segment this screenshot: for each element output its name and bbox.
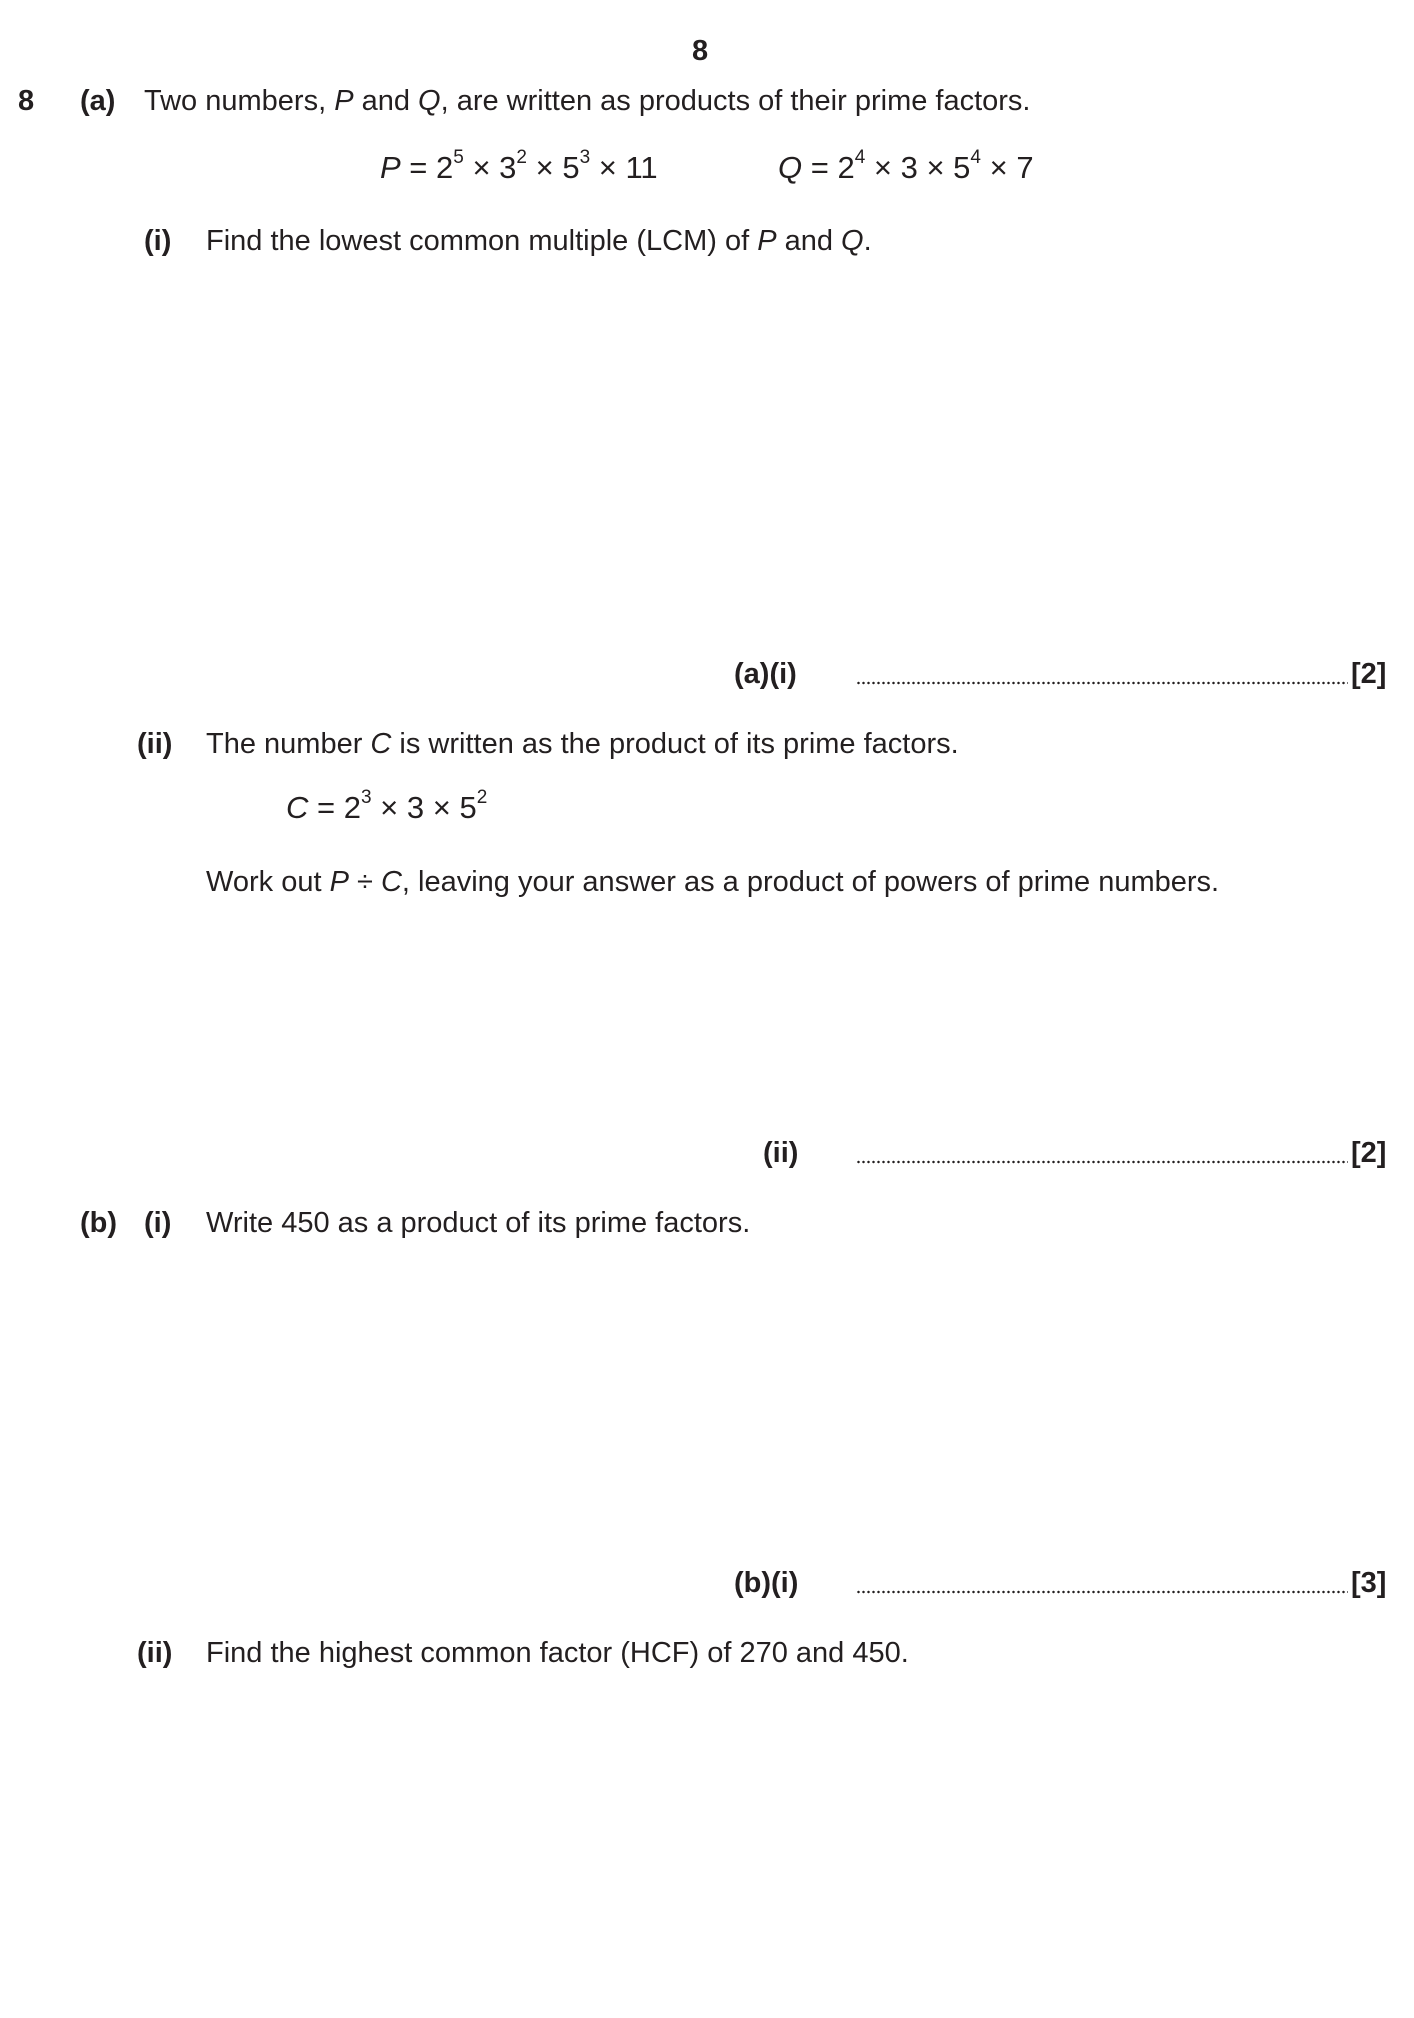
c-formula: $C = 2^3 \times 3 \times 5^2$ [286, 786, 488, 825]
part-b-i-label: (i) [144, 1207, 172, 1239]
marks-b-i: [3] [1351, 1567, 1387, 1599]
question-number: 8 [18, 85, 35, 117]
answer-label-a-i: (a)(i) [734, 658, 797, 690]
part-b-label: (b) [80, 1207, 118, 1239]
q-formula: $Q = 2^4 \times 3 \times 5^4 \times 7$ [778, 146, 1034, 185]
page-number: 8 [692, 35, 709, 67]
answer-line-a-ii[interactable] [856, 1160, 1348, 1164]
p-formula: $P = 2^5 \times 3^2 \times 5^3 \times 11$ [380, 146, 658, 185]
part-a-i-question: Find the lowest common multiple (LCM) of P and Q. [206, 225, 872, 257]
part-b-ii-label: (ii) [137, 1637, 173, 1669]
marks-a-i: [2] [1351, 658, 1387, 690]
part-a-i-label: (i) [144, 225, 172, 257]
part-a-ii-instruction: Work out P ÷ C, leaving your answer as a product of powers of prime numbers. [206, 866, 1220, 898]
marks-a-ii: [2] [1351, 1137, 1387, 1169]
part-a-intro: Two numbers, P and Q, are written as products of their prime factors. [144, 85, 1031, 117]
answer-line-a-i[interactable] [856, 681, 1348, 685]
part-b-ii-question: Find the highest common factor (HCF) of 270 and 450. [206, 1637, 909, 1669]
part-a-ii-label: (ii) [137, 728, 173, 760]
part-a-label: (a) [80, 85, 116, 117]
part-a-ii-question: The number C is written as the product of its prime factors. [206, 728, 959, 760]
answer-line-b-i[interactable] [856, 1590, 1348, 1594]
part-b-i-question: Write 450 as a product of its prime factors. [206, 1207, 751, 1239]
answer-label-a-ii: (ii) [763, 1137, 799, 1169]
answer-label-b-i: (b)(i) [734, 1567, 799, 1599]
